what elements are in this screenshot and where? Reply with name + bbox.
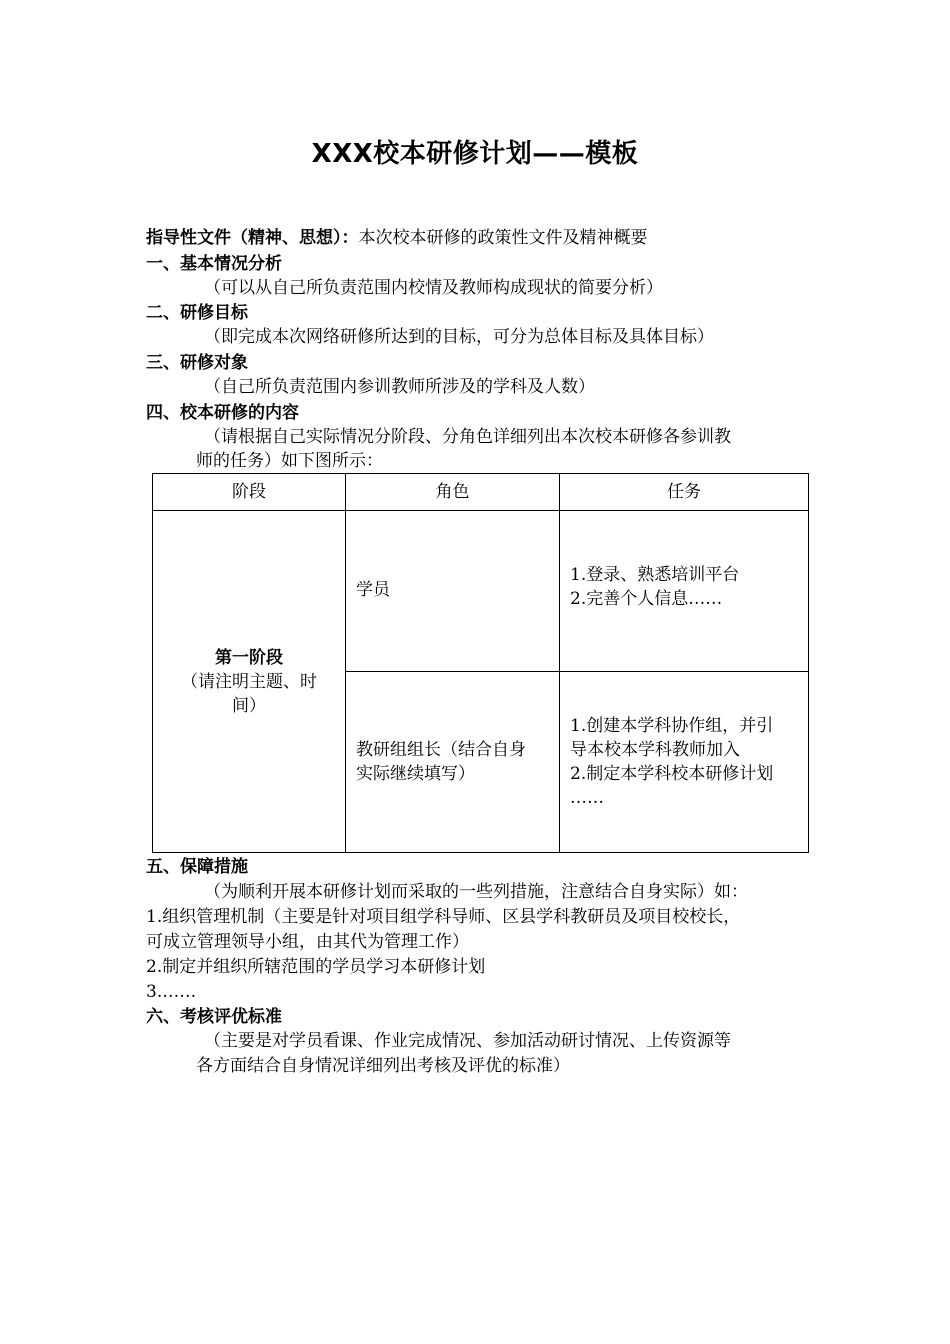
stage-note-line1: （请注明主题、时 — [181, 671, 317, 692]
task-cell — [560, 672, 809, 853]
section-6-heading: 六、考核评优标准 — [146, 1007, 282, 1027]
section-2-heading: 二、研修目标 — [146, 303, 248, 323]
section-5-item1-line1: 1.组织管理机制（主要是针对项目组学科导师、区县学科教研员及项目校校长， — [146, 907, 741, 927]
task-line2: 2.完善个人信息…… — [570, 589, 723, 609]
task-cell — [560, 511, 809, 672]
task-line2: 导本校本学科教师加入 — [570, 740, 740, 760]
task-line3: 2.制定本学科校本研修计划 — [570, 764, 774, 784]
page-title: XXX校本研修计划——模板 — [311, 139, 639, 169]
section-5-heading: 五、保障措施 — [146, 857, 248, 877]
stage-note-line2: 间） — [232, 695, 266, 716]
section-6-note-line2: 各方面结合自身情况详细列出考核及评优的标准） — [196, 1056, 570, 1076]
role-cell — [346, 511, 560, 672]
stage-cell — [153, 511, 346, 853]
section-2-note: （即完成本次网络研修所达到的目标，可分为总体目标及具体目标） — [204, 327, 714, 347]
guide-line — [146, 226, 648, 250]
role-line2: 实际继续填写） — [356, 764, 475, 784]
section-5-item2: 2.制定并组织所辖范围的学员学习本研修计划 — [146, 957, 486, 977]
stage-name: 第一阶段 — [215, 647, 283, 668]
header-task: 任务 — [560, 474, 809, 511]
section-4-note-line1: （请根据自己实际情况分阶段、分角色详细列出本次校本研修各参训教 — [204, 427, 731, 447]
task-line4: …… — [570, 788, 604, 808]
section-5-note: （为顺利开展本研修计划而采取的一些列措施，注意结合自身实际）如： — [204, 882, 748, 902]
section-5-item3: 3.…… — [146, 982, 197, 1002]
table-header-row — [153, 474, 809, 511]
section-4-note-line2: 师的任务）如下图所示： — [196, 451, 383, 471]
guide-label: 指导性文件（精神、思想）： — [146, 228, 359, 248]
section-1-note: （可以从自己所负责范围内校情及教师构成现状的简要分析） — [204, 278, 663, 298]
role-cell — [346, 672, 560, 853]
header-stage: 阶段 — [153, 474, 346, 511]
section-1-heading: 一、基本情况分析 — [146, 254, 282, 274]
role-line1: 学员 — [356, 580, 390, 600]
section-3-heading: 三、研修对象 — [146, 353, 248, 373]
section-4-heading: 四、校本研修的内容 — [146, 403, 299, 423]
section-3-note: （自己所负责范围内参训教师所涉及的学科及人数） — [204, 377, 595, 397]
table-row — [153, 511, 809, 672]
section-5-item1-line2: 可成立管理领导小组，由其代为管理工作） — [146, 932, 469, 952]
guide-text: 本次校本研修的政策性文件及精神概要 — [358, 228, 648, 248]
task-table — [152, 473, 809, 853]
header-role: 角色 — [346, 474, 560, 511]
section-6-note-line1: （主要是对学员看课、作业完成情况、参加活动研讨情况、上传资源等 — [204, 1031, 731, 1051]
role-line1: 教研组组长（结合自身 — [356, 740, 526, 760]
task-line1: 1.创建本学科协作组，并引 — [570, 716, 774, 736]
task-line1: 1.登录、熟悉培训平台 — [570, 565, 740, 585]
